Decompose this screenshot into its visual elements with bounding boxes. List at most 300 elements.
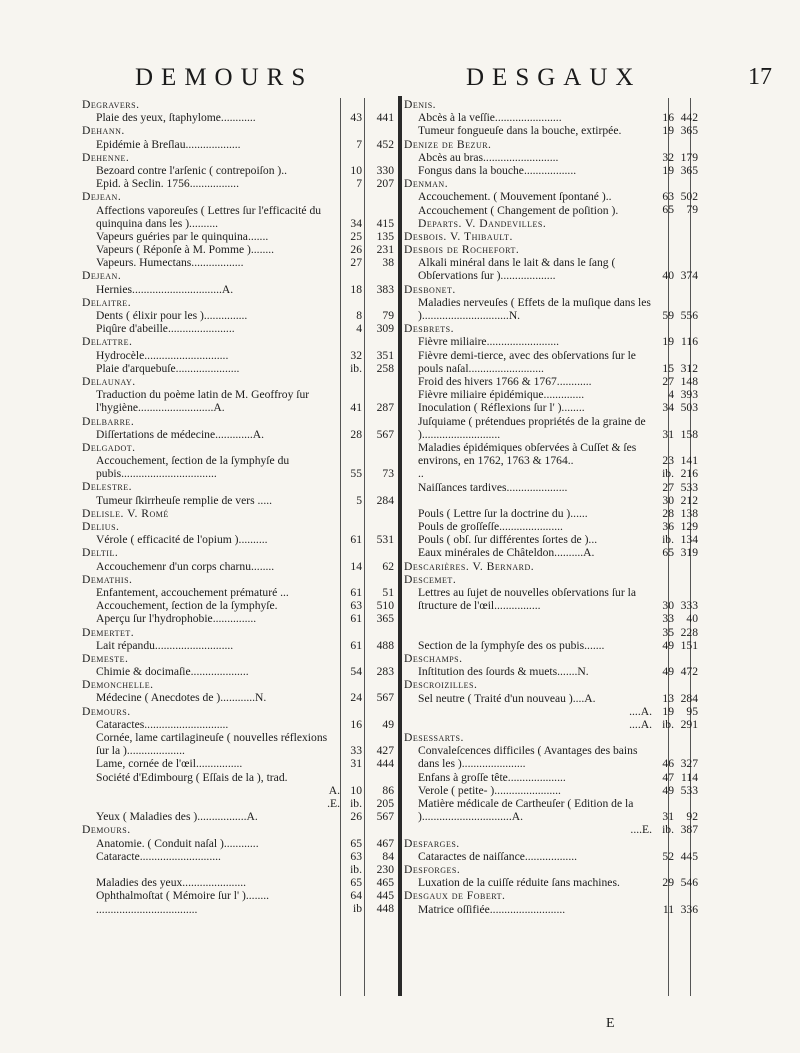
page-ref: 84	[382, 849, 394, 863]
entry-title: Pouls ( obſ. ſur différentes ſortes de )...	[418, 533, 598, 547]
volume-number: 64	[350, 889, 362, 903]
volume-number: 63	[350, 849, 362, 863]
index-entry	[404, 480, 698, 494]
entry-title: Fièvre miliaire épidémique..............	[418, 388, 585, 402]
page-ref: 134	[680, 533, 698, 547]
volume-number: 41	[350, 401, 362, 415]
volume-number: 27	[662, 480, 674, 494]
index-entry	[82, 494, 400, 507]
entry-title: Société d'Edimbourg ( Eſſais de la ), trad.	[96, 770, 288, 784]
index-entry	[404, 388, 698, 402]
volume-number: 49	[662, 783, 674, 797]
entry-title: Médecine ( Anecdotes de )............N.	[96, 691, 267, 705]
entry-title: Accouchement. ( Mouvement ſpontané )..	[418, 190, 612, 204]
volume-number: 65	[350, 836, 362, 850]
index-entry	[404, 256, 698, 283]
page-ref: 135	[376, 229, 394, 243]
entry-title: Aperçu ſur l'hydrophobie...............	[96, 612, 257, 626]
entry-title: Enfans à groſſe tête....................	[418, 770, 566, 784]
page-ref: 207	[376, 177, 394, 191]
index-entry	[404, 638, 698, 652]
index-entry	[404, 876, 698, 890]
page-ref: 230	[376, 862, 394, 876]
entry-title: Matrice oſſifiée..........................	[418, 902, 566, 916]
entry-title: Juſquiame ( prétendues propriétés de la graine de )...........................	[418, 414, 646, 441]
entry-title: Matière médicale de Cartheuſer ( Edition de la )...............................A.	[418, 797, 634, 824]
page-ref: 472	[680, 665, 698, 679]
entry-title: ..	[418, 467, 424, 481]
index-entry	[82, 388, 400, 414]
index-entry	[82, 665, 400, 678]
entry-title: Maladies nerveuſes ( Effets de la muſique dans les )..............................N.	[418, 295, 651, 323]
entry-title: Accouchement, ſection de la ſymphyſe du pubis.................................	[96, 454, 290, 481]
author-name: Denize de Bezur.	[404, 137, 492, 151]
page-ref: 309	[376, 322, 394, 336]
entry-title: Cataractes.............................	[96, 717, 229, 731]
volume-number: 14	[350, 559, 362, 573]
index-entry	[82, 560, 400, 573]
entry-title: Verole ( petite- ).......................	[418, 783, 561, 797]
page-ref: 79	[686, 203, 698, 217]
volume-number: 30	[662, 493, 674, 507]
index-entry	[404, 902, 698, 916]
volume-number: 4	[668, 388, 674, 402]
page-ref: 95	[686, 704, 698, 718]
volume-number: 25	[350, 229, 362, 243]
entry-title: Accouchemenr d'un corps charnu........	[96, 559, 275, 573]
index-entry	[404, 586, 698, 613]
author-name: Denis.	[404, 98, 437, 111]
entry-title: Accouchement ( Changement de poſition ).	[418, 203, 619, 217]
author-name: Delbarre.	[82, 414, 135, 428]
author-name: Demathis.	[82, 572, 133, 586]
index-heading	[82, 441, 400, 454]
entry-title: Plaie d'arquebuſe......................	[96, 361, 240, 375]
volume-number: 32	[662, 150, 674, 164]
page-ref: 114	[681, 770, 698, 784]
volume-number: 61	[350, 612, 362, 626]
page-ref: 129	[680, 520, 698, 534]
index-entry	[82, 111, 400, 124]
author-name: Delisle. V. Romé	[82, 506, 169, 520]
page-ref: 312	[680, 361, 698, 375]
index-entry	[404, 335, 698, 349]
entry-title: Tumeur fongueuſe dans la bouche, extirpée.	[418, 124, 622, 138]
entry-title: Lait répandu...........................	[96, 638, 234, 652]
index-entry	[404, 612, 698, 626]
page-ref: 79	[382, 309, 394, 322]
index-heading	[82, 190, 400, 203]
page-ref: 51	[382, 585, 394, 599]
author-name: Departs. V. Dandevilles.	[418, 216, 547, 230]
volume-number: 24	[350, 691, 362, 705]
page-ref: 283	[376, 665, 394, 679]
page-ref: 179	[680, 150, 698, 164]
index-entry	[82, 863, 400, 876]
index-entry	[82, 850, 400, 863]
entry-title: Tumeur ſkirrheuſe remplie de vers .....	[96, 493, 273, 507]
page-ref: 467	[376, 836, 394, 850]
index-entry	[82, 533, 400, 546]
volume-number: 10	[350, 163, 362, 177]
volume-number: 27	[662, 374, 674, 388]
index-heading	[404, 138, 692, 151]
index-entry	[82, 903, 400, 916]
index-entry	[404, 163, 698, 177]
running-head-left: DEMOURS	[135, 64, 314, 91]
entry-title: Maladies des yeux......................	[96, 876, 247, 890]
index-entry	[404, 295, 698, 323]
volume-number: ib	[352, 902, 362, 916]
index-heading	[82, 98, 400, 111]
author-name: Dejean.	[82, 269, 122, 283]
entry-title: Vérole ( efficacité de l'opium )..........	[96, 533, 268, 547]
entry-title: ...................................	[96, 902, 198, 916]
page-ref: 216	[680, 467, 698, 481]
volume-number: 4	[356, 322, 362, 336]
page-ref: 365	[376, 612, 394, 626]
entry-title: Cataracte............................	[96, 849, 221, 863]
index-column-left	[82, 98, 400, 916]
index-heading	[404, 322, 692, 335]
author-name: Delgadot.	[82, 440, 136, 454]
entry-title: ....E.	[630, 823, 652, 837]
page-ref: 533	[680, 480, 698, 494]
index-heading	[404, 243, 692, 256]
index-entry	[82, 599, 400, 612]
volume-number: 52	[662, 849, 674, 863]
volume-number: 59	[662, 309, 674, 323]
volume-number: 33	[350, 744, 362, 758]
entry-title: Inoculation ( Réflexions ſur l' )........	[418, 401, 585, 415]
entry-title: Vapeurs. Humectans..................	[96, 256, 244, 270]
author-name: Desbois de Rochefort.	[404, 243, 520, 257]
index-heading	[82, 507, 400, 520]
entry-title: ....A.	[629, 704, 652, 718]
index-heading	[404, 731, 692, 744]
volume-number: 5	[356, 493, 362, 507]
index-entry	[404, 506, 698, 520]
page-ref: 387	[680, 823, 698, 837]
entry-title: .E.	[327, 797, 340, 810]
page-ref: 445	[376, 889, 394, 903]
page-ref: 212	[680, 493, 698, 507]
volume-number: 63	[350, 599, 362, 613]
index-entry	[82, 309, 400, 322]
index-entry	[404, 493, 698, 507]
entry-title: Abcès à la veſſie.......................	[418, 111, 562, 125]
volume-number: ib.	[662, 533, 674, 547]
page-ref: 148	[680, 374, 698, 388]
page-ref: 567	[376, 691, 394, 705]
index-entry	[404, 111, 698, 125]
entry-title: A.	[328, 783, 340, 797]
volume-number: 61	[350, 585, 362, 599]
volume-number: 33	[662, 612, 674, 626]
index-entry	[82, 177, 400, 190]
index-entry	[404, 783, 698, 797]
volume-number: 28	[662, 506, 674, 520]
entry-title: Diſſertations de médecine.............A.	[96, 427, 265, 441]
author-name: Dehann.	[82, 124, 125, 138]
entry-title: Convaleſcences difficiles ( Avantages des bains dans les )......................	[418, 744, 638, 771]
page-ref: 442	[680, 111, 698, 125]
volume-number: 8	[356, 309, 362, 322]
page-ref: 284	[376, 493, 394, 507]
page-ref: 452	[376, 137, 394, 151]
entry-title: Lame, cornée de l'œil................	[96, 757, 243, 771]
page-ref: 291	[680, 717, 698, 731]
index-entry	[82, 230, 400, 243]
index-entry	[404, 190, 698, 204]
author-name: Demours.	[82, 704, 131, 718]
entry-title: Fièvre demi-tierce, avec des obſervations ſur le pouls naſal..........................	[418, 348, 636, 375]
volume-number: 11	[662, 902, 674, 916]
volume-number: 7	[356, 177, 362, 191]
volume-number: 18	[350, 282, 362, 296]
index-heading	[404, 177, 692, 190]
author-name: Descroizilles.	[404, 678, 478, 692]
volume-number: 34	[350, 216, 362, 230]
index-entry	[82, 164, 400, 177]
author-name: Descemet.	[404, 572, 457, 586]
page-ref: 415	[376, 216, 394, 230]
page-ref: 351	[376, 348, 394, 362]
volume-number: 26	[350, 243, 362, 257]
index-entry	[82, 837, 400, 850]
volume-number: 35	[662, 625, 674, 639]
entry-title: Cornée, lame cartilagineuſe ( nouvelles réflexions ſur la )....................	[96, 731, 328, 758]
volume-number: ib.	[350, 796, 362, 810]
volume-number: 15	[662, 361, 674, 375]
volume-number: 31	[350, 757, 362, 771]
author-name: Descarières. V. Bernard.	[404, 559, 535, 573]
volume-number: 30	[662, 599, 674, 613]
entry-title: Sel neutre ( Traité d'un nouveau )....A.	[418, 691, 596, 705]
entry-title: Piqûre d'abeille.......................	[96, 322, 235, 336]
index-entry	[404, 533, 698, 547]
page-ref: 444	[376, 757, 394, 771]
entry-title: Vapeurs ( Réponſe à M. Pomme )........	[96, 243, 275, 257]
index-entry	[404, 520, 698, 534]
entry-title: Inſtitution des ſourds & muets.......N.	[418, 665, 589, 679]
volume-number: ib.	[350, 361, 362, 375]
page-ref: 427	[376, 744, 394, 758]
volume-number: 49	[662, 665, 674, 679]
index-heading	[82, 678, 400, 691]
index-entry	[82, 639, 400, 652]
index-entry	[82, 322, 400, 335]
index-heading	[82, 705, 400, 718]
index-entry	[404, 691, 698, 705]
entry-title: Bezoard contre l'arſenic ( contrepoiſon )..	[96, 163, 288, 177]
volume-number: ib.	[662, 823, 674, 837]
entry-title: Fongus dans la bouche..................	[418, 163, 577, 177]
volume-number: 26	[350, 810, 362, 824]
index-entry	[82, 889, 400, 902]
author-name: Dejean.	[82, 190, 122, 204]
volume-number: 19	[662, 704, 674, 718]
index-entry	[82, 204, 400, 230]
page-ref: 151	[680, 638, 698, 652]
page-ref: 465	[376, 876, 394, 890]
entry-title: Chimie & docimaſie....................	[96, 665, 249, 679]
page-ref: 333	[680, 599, 698, 613]
entry-title: Epid. à Seclin. 1756.................	[96, 177, 239, 191]
volume-number: 65	[662, 203, 674, 217]
index-heading	[82, 296, 400, 309]
index-entry	[404, 704, 698, 718]
volume-number: 54	[350, 665, 362, 679]
volume-number: 36	[662, 520, 674, 534]
page-ref: 228	[680, 625, 698, 639]
volume-number: 28	[350, 427, 362, 441]
page-ref: 62	[382, 559, 394, 573]
author-name: Desbrets.	[404, 322, 455, 336]
entry-title: Hernies...............................A.	[96, 282, 234, 296]
volume-number: 47	[662, 770, 674, 784]
index-entry	[82, 797, 400, 810]
author-name: Denman.	[404, 177, 449, 191]
index-entry	[404, 625, 698, 639]
volume-number: 63	[662, 190, 674, 204]
index-entry	[404, 823, 698, 837]
page-ref: 502	[680, 190, 698, 204]
index-entry	[404, 374, 698, 388]
index-entry	[404, 849, 698, 863]
entry-title: Abcès au bras..........................	[418, 150, 559, 164]
author-name: Demeste.	[82, 651, 129, 665]
index-entry	[404, 744, 698, 771]
page-ref: 327	[680, 757, 698, 771]
index-column-right	[404, 98, 698, 916]
author-name: Demertet.	[82, 625, 135, 639]
volume-number: 49	[662, 638, 674, 652]
author-name: Desessarts.	[404, 731, 464, 745]
index-heading	[404, 560, 692, 573]
index-heading	[404, 217, 692, 230]
page-ref: 205	[376, 796, 394, 810]
page-ref: 488	[376, 638, 394, 652]
index-entry	[404, 770, 698, 784]
index-heading	[404, 837, 692, 850]
page-ref: 503	[680, 401, 698, 415]
entry-title: Yeux ( Maladies des ).................A.	[96, 810, 258, 824]
page-ref: 567	[376, 427, 394, 441]
index-heading	[82, 375, 400, 388]
index-entry	[404, 440, 698, 468]
entry-title: Section de la ſymphyſe des os pubis.......	[418, 638, 605, 652]
volume-number: 55	[350, 467, 362, 481]
volume-number: 65	[350, 876, 362, 890]
page-ref: 336	[680, 902, 698, 916]
index-heading	[404, 678, 692, 691]
page-ref: 374	[680, 269, 698, 283]
page-ref: 556	[680, 309, 698, 323]
entry-title: Eaux minérales de Châteldon..........A.	[418, 546, 595, 560]
volume-number: ib.	[662, 717, 674, 731]
index-heading	[404, 98, 692, 111]
entry-title: Fièvre miliaire.........................	[418, 335, 560, 349]
entry-title: Plaie des yeux, ſtaphylome............	[96, 111, 256, 125]
index-entry	[404, 665, 698, 679]
page-ref: 531	[376, 533, 394, 547]
page-ref: 116	[681, 335, 698, 349]
page-ref: 92	[686, 810, 698, 824]
author-name: Degravers.	[82, 98, 140, 111]
page-ref: 49	[382, 717, 394, 731]
entry-title: Dents ( élixir pour les )...............	[96, 309, 248, 323]
index-entry	[404, 546, 698, 560]
entry-title: Enfantement, accouchement prématuré ...	[96, 585, 289, 599]
volume-number: 29	[662, 876, 674, 890]
author-name: Desfarges.	[404, 836, 460, 850]
author-name: Delaunay.	[82, 374, 136, 388]
page-ref: 138	[680, 506, 698, 520]
volume-number: 10	[350, 783, 362, 797]
page-ref: 319	[680, 546, 698, 560]
volume-number: 61	[350, 638, 362, 652]
entry-title: Lettres au ſujet de nouvelles obſervations ſur la ſtructure de l'œil................	[418, 586, 636, 613]
volume-number: 46	[662, 757, 674, 771]
index-entry	[82, 731, 400, 757]
index-heading	[404, 230, 692, 243]
volume-number: 34	[662, 401, 674, 415]
index-heading	[82, 520, 400, 533]
index-heading	[82, 626, 400, 639]
entry-title: Naiſſances tardives.....................	[418, 480, 568, 494]
index-heading	[404, 283, 692, 296]
index-entry	[404, 414, 698, 441]
index-entry	[82, 810, 400, 823]
index-entry	[82, 612, 400, 625]
page-ref: 393	[680, 388, 698, 402]
index-heading	[404, 863, 692, 876]
volume-number: 31	[662, 427, 674, 441]
volume-number: 40	[662, 269, 674, 283]
index-entry	[82, 243, 400, 256]
author-name: Desgaux de Fobert.	[404, 889, 506, 903]
page-ref: 73	[382, 467, 394, 481]
entry-title: ....A.	[629, 717, 652, 731]
volume-number: 32	[350, 348, 362, 362]
page-ref: 40	[686, 612, 698, 626]
index-entry	[82, 771, 400, 784]
entry-title: Cataractes de naiſſance..................	[418, 849, 578, 863]
page-number: 17	[748, 64, 772, 90]
index-entry	[82, 138, 400, 151]
page-ref: 284	[680, 691, 698, 705]
entry-title: Accouchement, ſection de la ſymphyſe.	[96, 599, 278, 613]
index-entry	[404, 150, 698, 164]
index-entry	[82, 586, 400, 599]
entry-title: Pouls ( Lettre ſur la doctrine du )......	[418, 506, 588, 520]
page-ref: 330	[376, 163, 394, 177]
running-head-right: DESGAUX	[466, 64, 642, 91]
index-entry	[82, 349, 400, 362]
index-entry	[404, 203, 698, 217]
page-ref: 365	[680, 124, 698, 138]
volume-number: 19	[662, 124, 674, 138]
page-ref: 448	[376, 902, 394, 916]
page-ref: 567	[376, 810, 394, 824]
page-ref: 141	[680, 454, 698, 468]
index-heading	[82, 124, 400, 137]
entry-title: Anatomie. ( Conduit naſal )............	[96, 836, 259, 850]
page-ref: 231	[376, 243, 394, 257]
index-entry	[82, 283, 400, 296]
signature-mark: E	[606, 1016, 615, 1031]
